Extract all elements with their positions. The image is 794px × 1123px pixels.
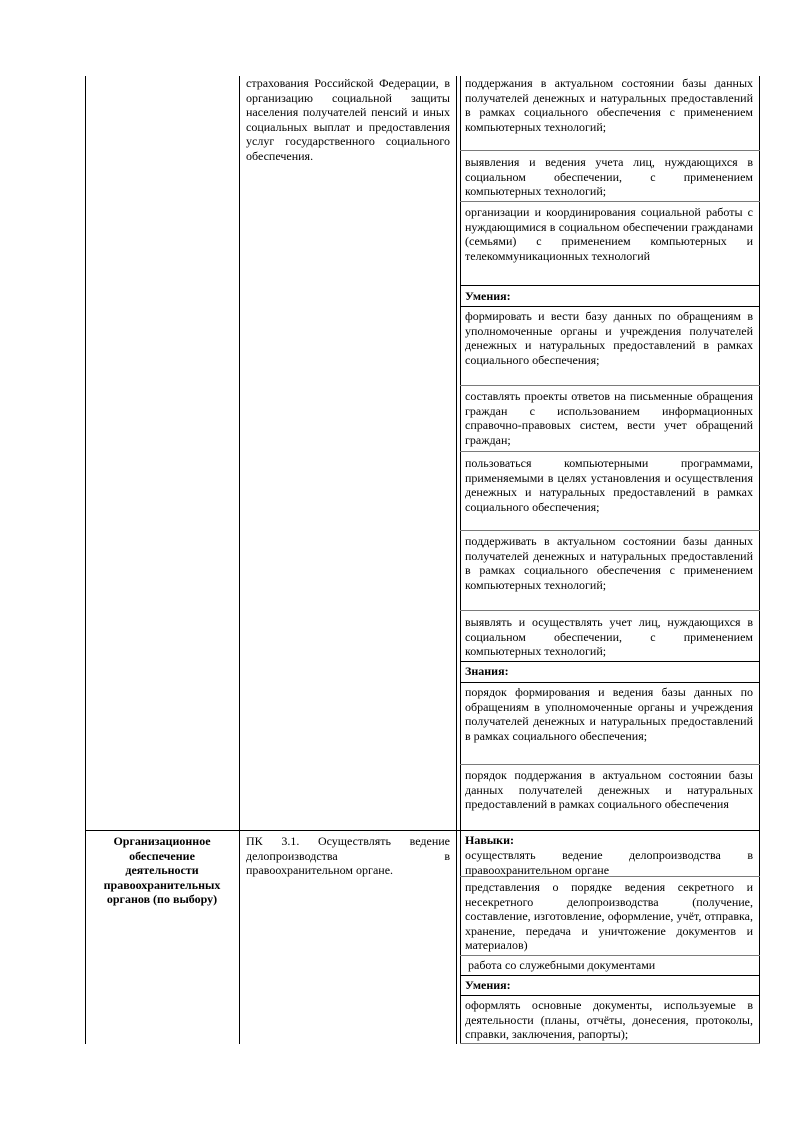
skills-heading: Умения:: [465, 289, 511, 303]
row-divider: [460, 530, 760, 531]
habit-item: осуществлять ведение делопроизводства в правоохранительном органе: [465, 848, 753, 877]
skill-item: оформлять основные документы, используемые в деятельности (планы, отчёты, донесения, протоколы, справки, заключения, рапорты);: [465, 998, 753, 1042]
row-divider: [460, 451, 760, 452]
habit-item: организации и координирования социальной работы с нуждающимися в социальном обеспечении гражданами (семьями) с применением компьютерных и телекоммуникационных технологий: [465, 205, 753, 263]
skill-item: пользоваться компьютерными программами, применяемыми в целях установления и осуществления денежных и натуральных предоставлений в рамках социального обеспечения;: [465, 456, 753, 514]
competency-pk-3-1: ПК 3.1. Осуществлять ведение делопроизводства в правоохранительном органе.: [246, 834, 450, 878]
knowledge-item: порядок формирования и ведения базы данных по обращениям в уполномоченные органы и учреждения получателей денежных и натуральных предоставлений в рамках социального обеспечения;: [465, 685, 753, 743]
row-divider: [460, 1043, 760, 1044]
skill-item: поддерживать в актуальном состоянии базы данных получателей денежных и натуральных предоставлений в рамках социального обеспечения с применением компьютерных технологий;: [465, 534, 753, 592]
row-divider: [460, 975, 760, 976]
column-divider-2: [456, 76, 457, 1044]
row-divider: [460, 385, 760, 386]
row-divider: [460, 995, 760, 996]
row-divider: [460, 764, 760, 765]
row-divider: [460, 610, 760, 611]
skill-item: составлять проекты ответов на письменные обращения граждан с использованием информационных справочно-правовых систем, вести учет обращений граждан;: [465, 389, 753, 447]
habits-heading: Навыки:: [465, 833, 515, 847]
column-divider-1: [239, 76, 240, 1044]
skill-item: выявлять и осуществлять учет лиц, нуждающихся в социальном обеспечении, с применением компьютерных технологий;: [465, 615, 753, 659]
habit-item: работа со служебными документами: [468, 958, 656, 972]
row-divider: [460, 661, 760, 662]
skills-heading-2: Умения:: [465, 978, 511, 992]
continued-description: страхования Российской Федерации, в организацию социальной защиты населения получателей пенсий и иных социальных выплат и предоставления услуг государственного социального обеспечения.: [246, 76, 450, 163]
knowledge-heading: Знания:: [465, 664, 509, 678]
habit-item: представления о порядке ведения секретного и несекретного делопроизводства (получение, составление, изготовление, оформление, учёт, отправка, хранение, передача и уничтожение документов и материалов): [465, 880, 753, 953]
row-divider: [460, 150, 760, 151]
habit-item: выявления и ведения учета лиц, нуждающихся в социальном обеспечении, с применением компьютерных технологий;: [465, 155, 753, 199]
row-divider: [460, 285, 760, 286]
row-divider: [460, 306, 760, 307]
knowledge-item: порядок поддержания в актуальном состоянии базы данных получателей денежных и натуральных предоставлений в рамках социального обеспечения: [465, 768, 753, 812]
habit-item: поддержания в актуальном состоянии базы данных получателей денежных и натуральных предоставлений в рамках социального обеспечения с применением компьютерных технологий;: [465, 76, 753, 134]
table-border-left: [85, 76, 86, 1044]
section-row-divider: [85, 830, 760, 831]
row-divider: [460, 682, 760, 683]
section-title: Организационное обеспечение деятельности правоохранительных органов (по выбору): [103, 834, 221, 907]
skill-item: формировать и вести базу данных по обращениям в уполномоченные органы и учреждения получателей денежных и натуральных предоставлений в рамках социального обеспечения;: [465, 309, 753, 367]
row-divider: [460, 201, 760, 202]
column-divider-3: [460, 76, 461, 1044]
row-divider: [460, 955, 760, 956]
table-border-right: [759, 76, 760, 1044]
